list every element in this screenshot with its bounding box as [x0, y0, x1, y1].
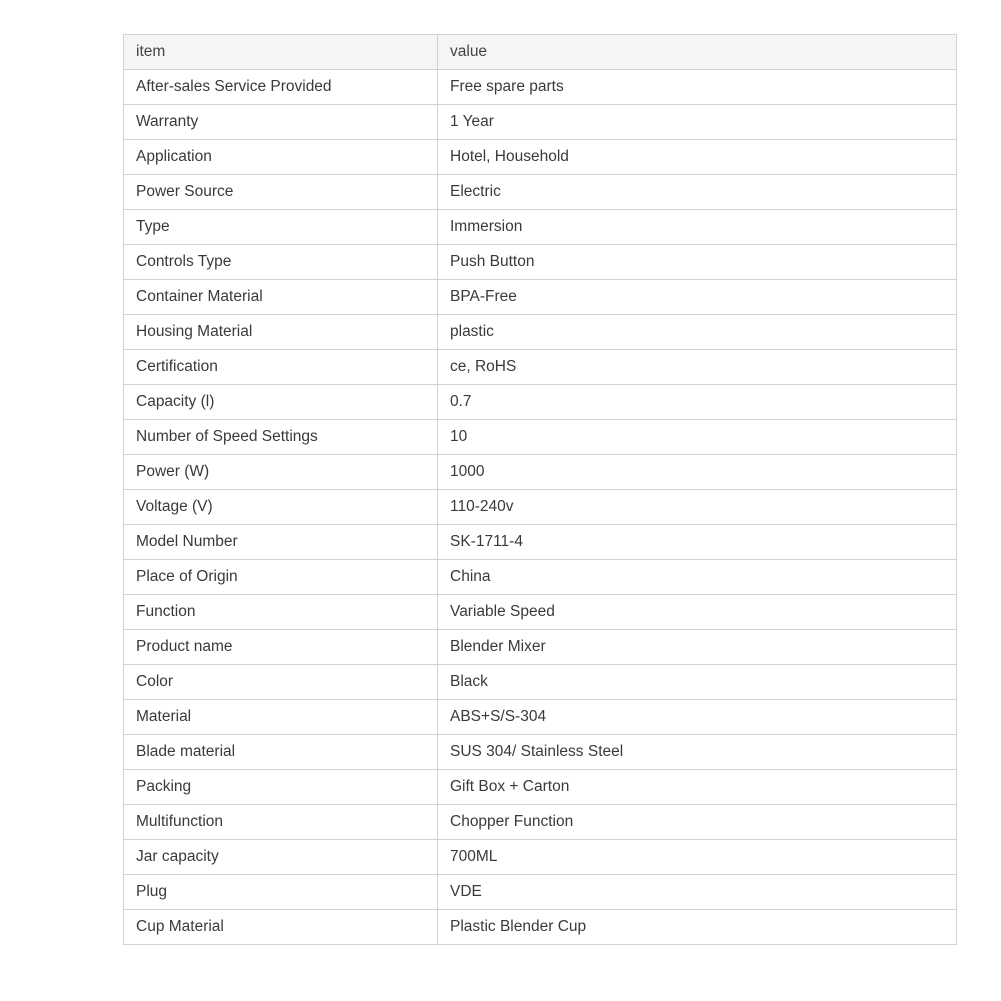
row-item: Product name [124, 630, 438, 665]
header-item: item [124, 35, 438, 70]
row-item: Jar capacity [124, 840, 438, 875]
table-row [124, 525, 957, 560]
row-item: Container Material [124, 280, 438, 315]
spec-table-body [124, 70, 957, 945]
row-value: Push Button [438, 245, 957, 280]
table-row [124, 805, 957, 840]
table-row [124, 245, 957, 280]
row-value: Free spare parts [438, 70, 957, 105]
table-row [124, 420, 957, 455]
row-value: 0.7 [438, 385, 957, 420]
row-value: Immersion [438, 210, 957, 245]
row-item: Packing [124, 770, 438, 805]
table-row [124, 105, 957, 140]
table-row [124, 735, 957, 770]
table-row [124, 455, 957, 490]
row-item: Function [124, 595, 438, 630]
table-row [124, 490, 957, 525]
row-item: Model Number [124, 525, 438, 560]
row-value: SK-1711-4 [438, 525, 957, 560]
table-row [124, 315, 957, 350]
row-item: Type [124, 210, 438, 245]
table-row [124, 665, 957, 700]
table-row [124, 595, 957, 630]
table-row [124, 875, 957, 910]
row-value: BPA-Free [438, 280, 957, 315]
row-value: 10 [438, 420, 957, 455]
spec-table [123, 34, 957, 945]
row-item: Blade material [124, 735, 438, 770]
row-value: ce, RoHS [438, 350, 957, 385]
row-item: Warranty [124, 105, 438, 140]
row-value: VDE [438, 875, 957, 910]
table-row [124, 560, 957, 595]
table-row [124, 385, 957, 420]
row-value: Black [438, 665, 957, 700]
row-value: China [438, 560, 957, 595]
row-value: Hotel, Household [438, 140, 957, 175]
row-value: ABS+S/S-304 [438, 700, 957, 735]
row-item: Color [124, 665, 438, 700]
row-value: Gift Box + Carton [438, 770, 957, 805]
row-item: Capacity (l) [124, 385, 438, 420]
table-row [124, 630, 957, 665]
row-value: Electric [438, 175, 957, 210]
row-value: 700ML [438, 840, 957, 875]
header-value: value [438, 35, 957, 70]
row-item: Certification [124, 350, 438, 385]
header-row [124, 35, 957, 70]
row-item: Power (W) [124, 455, 438, 490]
row-item: Plug [124, 875, 438, 910]
spec-table-header [124, 35, 957, 70]
row-value: Chopper Function [438, 805, 957, 840]
row-item: Application [124, 140, 438, 175]
row-value: Plastic Blender Cup [438, 910, 957, 945]
row-item: After-sales Service Provided [124, 70, 438, 105]
row-value: 1000 [438, 455, 957, 490]
row-value: 1 Year [438, 105, 957, 140]
row-item: Multifunction [124, 805, 438, 840]
row-value: SUS 304/ Stainless Steel [438, 735, 957, 770]
row-item: Material [124, 700, 438, 735]
row-value: plastic [438, 315, 957, 350]
table-row [124, 280, 957, 315]
row-item: Cup Material [124, 910, 438, 945]
table-row [124, 210, 957, 245]
row-item: Housing Material [124, 315, 438, 350]
table-row [124, 700, 957, 735]
row-value: 110-240v [438, 490, 957, 525]
row-item: Power Source [124, 175, 438, 210]
row-value: Variable Speed [438, 595, 957, 630]
table-row [124, 70, 957, 105]
row-value: Blender Mixer [438, 630, 957, 665]
table-row [124, 140, 957, 175]
table-row [124, 840, 957, 875]
row-item: Controls Type [124, 245, 438, 280]
table-row [124, 910, 957, 945]
table-row [124, 175, 957, 210]
row-item: Number of Speed Settings [124, 420, 438, 455]
table-row [124, 350, 957, 385]
row-item: Place of Origin [124, 560, 438, 595]
row-item: Voltage (V) [124, 490, 438, 525]
table-row [124, 770, 957, 805]
